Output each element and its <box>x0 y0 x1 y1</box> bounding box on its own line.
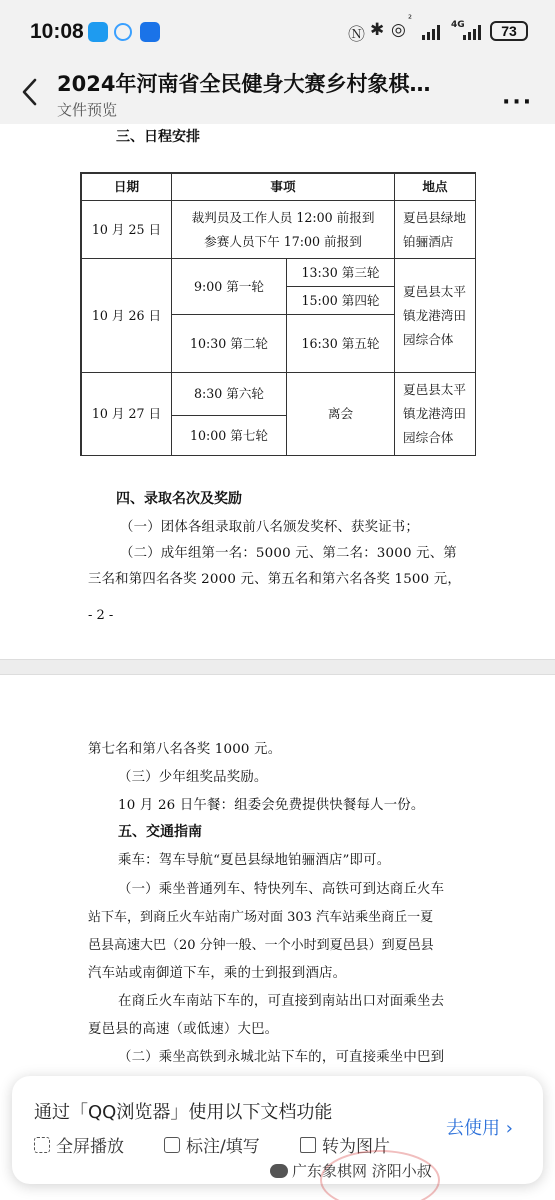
p2-line-7: 邑县高速大巴（20 分钟一般、一个小时到夏邑县）到夏邑县 <box>88 938 434 953</box>
oct-25-items <box>171 200 395 259</box>
page-separator <box>0 659 555 675</box>
watermark-text: 广东象棋网 济阳小叔 <box>292 1162 432 1180</box>
round-7: 10:00 第七轮 <box>171 415 287 456</box>
p2-line-9: 在商丘火车南站下车的，可直接到南站出口对面乘坐去 <box>118 994 445 1009</box>
departure: 离会 <box>286 372 395 456</box>
round-4: 15:00 第四轮 <box>286 286 395 315</box>
app-header <box>0 62 555 124</box>
location-oct-26: 夏邑县太平镇龙港湾田园综合体 <box>394 258 476 373</box>
table-header-date: 日期 <box>81 173 172 201</box>
annotate-label: 标注/填写 <box>186 1137 260 1157</box>
hotspot-count: ² <box>408 14 413 25</box>
awards-line-2: （二）成年组第一名：5000 元、第二名：3000 元、第 <box>120 546 457 561</box>
awards-line-3: 三名和第四名各奖 2000 元、第五名和第六名各奖 1500 元， <box>88 572 461 587</box>
status-time: 10:08 <box>30 20 84 43</box>
location-oct-27: 夏邑县太平镇龙港湾田园综合体 <box>394 372 476 456</box>
p2-line-3: 10 月 26 日午餐：组委会免费提供快餐每人一份。 <box>118 798 425 813</box>
p2-line-4: 乘车：驾车导航“夏邑县绿地铂骊酒店”即可。 <box>118 853 391 868</box>
fullscreen-button[interactable] <box>34 1132 124 1157</box>
qq-notification-icon <box>88 22 108 42</box>
table-header-location: 地点 <box>394 173 476 201</box>
oct-25-staff-checkin: 裁判员及工作人员 12:00 前报到 <box>191 209 375 225</box>
signal-icon-2 <box>463 24 481 40</box>
watermark <box>270 1160 432 1181</box>
fullscreen-icon <box>34 1137 50 1153</box>
document-title: 2024年河南省全民健身大赛乡村象棋… <box>57 72 431 96</box>
battery-indicator: 73 <box>490 21 528 41</box>
date-oct-27: 10 月 27 日 <box>81 372 172 456</box>
p2-line-8: 汽车站或南御道下车，乘的士到报到酒店。 <box>88 966 347 981</box>
p2-line-5: （一）乘坐普通列车、特快列车、高铁可到达商丘火车 <box>118 882 445 897</box>
wifi-hotspot-icon: ◎ <box>391 20 406 40</box>
round-1: 9:00 第一轮 <box>171 258 287 315</box>
page-number: - 2 - <box>88 608 114 623</box>
section-awards-heading: 四、录取名次及奖励 <box>116 491 242 507</box>
banner-title: 通过「QQ浏览器」使用以下文档功能 <box>34 1102 333 1123</box>
location-oct-25: 夏邑县绿地铂骊酒店 <box>394 200 476 259</box>
p2-line-1: 第七名和第八名各奖 1000 元。 <box>88 742 282 757</box>
wechat-icon <box>270 1164 288 1178</box>
p2-line-11: （二）乘坐高铁到永城北站下车的，可直接乘坐中巴到 <box>118 1050 445 1065</box>
round-6: 8:30 第六轮 <box>171 372 287 416</box>
round-3: 13:30 第三轮 <box>286 258 395 287</box>
oct-25-player-checkin: 参赛人员下午 17:00 前报到 <box>204 233 362 249</box>
status-bar <box>0 0 555 62</box>
network-type: 4G <box>451 20 465 30</box>
section-transport-heading: 五、交通指南 <box>118 824 202 840</box>
round-5: 16:30 第五轮 <box>286 314 395 373</box>
document-subtitle: 文件预览 <box>57 101 118 119</box>
more-options-icon[interactable]: ··· <box>502 90 534 115</box>
p2-line-2: （三）少年组奖品奖励。 <box>118 770 268 785</box>
to-image-label: 转为图片 <box>322 1137 390 1157</box>
fullscreen-label: 全屏播放 <box>56 1137 124 1157</box>
round-2: 10:30 第二轮 <box>171 314 287 373</box>
back-arrow-icon[interactable] <box>18 76 42 108</box>
sync-notification-icon <box>114 23 132 41</box>
signal-icon <box>422 24 440 40</box>
annotate-button[interactable] <box>164 1132 260 1157</box>
bluetooth-icon: ✱ <box>370 20 385 40</box>
use-button[interactable]: 去使用 › <box>446 1118 513 1139</box>
schedule-table <box>80 172 476 456</box>
date-oct-25: 10 月 25 日 <box>81 200 172 259</box>
table-header-item: 事项 <box>171 173 395 201</box>
date-oct-26: 10 月 26 日 <box>81 258 172 373</box>
p2-line-10: 夏邑县的高速（或低速）大巴。 <box>88 1022 279 1037</box>
document-preview[interactable] <box>0 124 555 1200</box>
edit-icon <box>164 1137 180 1153</box>
p2-line-6: 站下车，到商丘火车站南广场对面 303 汽车站乘坐商丘一夏 <box>88 910 434 925</box>
app-notification-icon <box>140 22 160 42</box>
image-icon <box>300 1137 316 1153</box>
section-schedule-heading: 三、日程安排 <box>116 129 200 145</box>
nfc-icon: Ⓝ <box>348 25 365 45</box>
awards-line-1: （一）团体各组录取前八名颁发奖杯、获奖证书； <box>120 520 419 535</box>
